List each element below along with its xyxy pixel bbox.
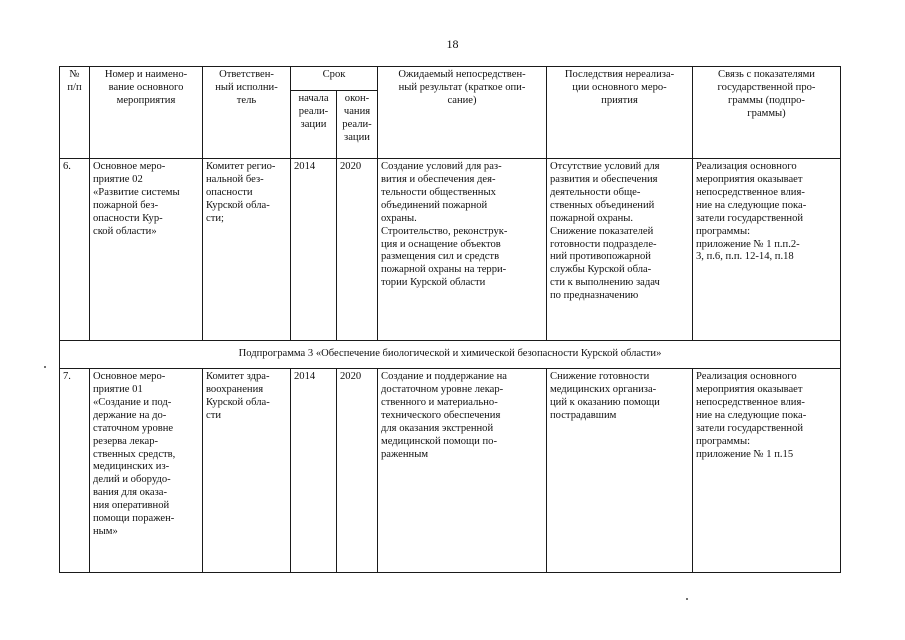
table-row — [60, 369, 841, 573]
row-result: Создание условий для раз- вития и обеспечения дея- тельности общественных объединений пожарной охраны. Строительство, реконструк- ция и оснащение объектов размещения сил и средств пожарной охраны на терри- тории Курской области — [378, 159, 547, 341]
row-name: Основное меро- приятие 01 «Создание и под- держание на до- статочном уровне резерва лекар- ственных средств, медицинских из- делий и оборудо- вания для оказа- ния оперативной помощи поражен- ным» — [90, 369, 203, 573]
header-consequences: Последствия нереализа- ции основного меро- приятия — [547, 67, 693, 159]
row-start: 2014 — [291, 159, 337, 341]
row-result: Создание и поддержание на достаточном уровне лекар- ственного и материально- технического обеспечения для оказания экстренной медицинской помощи по- раженным — [378, 369, 547, 573]
header-executor: Ответствен- ный исполни- тель — [203, 67, 291, 159]
row-consequences: Снижение готовности медицинских организа- ций к оказанию помощи пострадавшим — [547, 369, 693, 573]
row-num: 6. — [60, 159, 90, 341]
row-consequences: Отсутствие условий для развития и обеспечения деятельности обще- ственных объединений пожарной охраны. Снижение показателей готовности подразделе- ний противопожарной службы Курской обла- сти к выполнению задач по предназначению — [547, 159, 693, 341]
subprogram-row — [60, 341, 841, 369]
header-term-end: окон- чания реали- зации — [337, 91, 378, 159]
row-end: 2020 — [337, 159, 378, 341]
header-num: № п/п — [60, 67, 90, 159]
header-term: Срок — [291, 67, 378, 91]
row-end: 2020 — [337, 369, 378, 573]
measures-table — [59, 66, 841, 573]
row-executor: Комитет здра- воохранения Курской обла- сти — [203, 369, 291, 573]
scan-speck — [44, 366, 46, 368]
row-link: Реализация основного мероприятия оказывает непосредственное влия- ние на следующие пока- затели государственной программы: приложение № 1 п.п.2- 3, п.6, п.п. 12-14, п.18 — [693, 159, 841, 341]
header-term-start: начала реали- зации — [291, 91, 337, 159]
header-link: Связь с показателями государственной про- граммы (подпро- граммы) — [693, 67, 841, 159]
subprogram-title: Подпрограмма 3 «Обеспечение биологической и химической безопасности Курской области» — [60, 341, 841, 369]
header-result: Ожидаемый непосредствен- ный результат (краткое опи- сание) — [378, 67, 547, 159]
page-number: 18 — [446, 37, 459, 51]
header-name: Номер и наимено- вание основного мероприятия — [90, 67, 203, 159]
row-executor: Комитет регио- нальной без- опасности Курской обла- сти; — [203, 159, 291, 341]
row-link: Реализация основного мероприятия оказывает непосредственное влия- ние на следующие пока- затели государственной программы: приложение № 1 п.15 — [693, 369, 841, 573]
table-row — [60, 159, 841, 341]
row-name: Основное меро- приятие 02 «Развитие системы пожарной без- опасности Кур- ской области» — [90, 159, 203, 341]
row-start: 2014 — [291, 369, 337, 573]
row-num: 7. — [60, 369, 90, 573]
scan-speck — [686, 598, 688, 600]
